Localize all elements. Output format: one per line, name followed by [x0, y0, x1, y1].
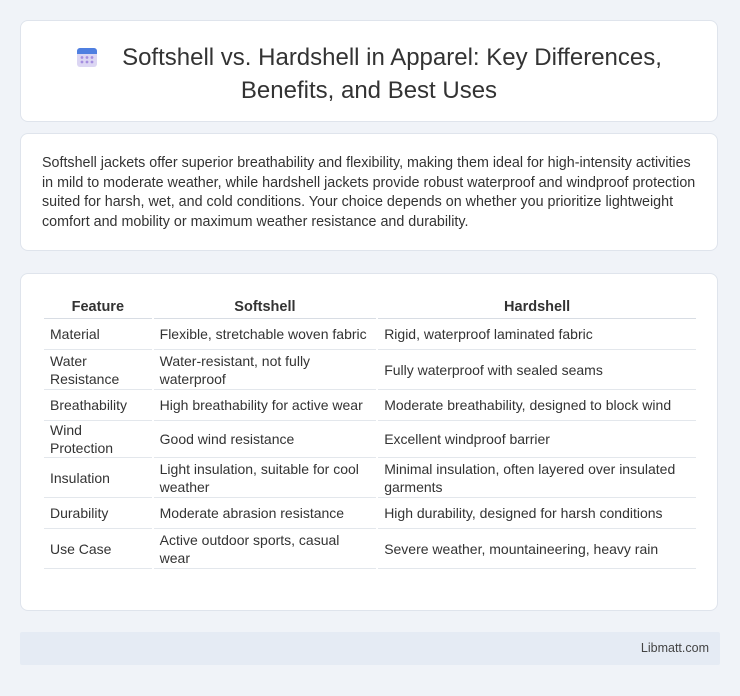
comparison-card [20, 273, 718, 611]
header-softshell: Softshell [154, 297, 377, 319]
softshell-cell: Moderate abrasion resistance [154, 498, 377, 529]
table-row [44, 390, 696, 421]
feature-cell: Breathability [44, 390, 152, 421]
footer-brand-link[interactable]: Libmatt.com [640, 641, 709, 655]
title-card [20, 20, 718, 122]
hardshell-cell: Minimal insulation, often layered over insulated garments [378, 458, 696, 498]
table-row [44, 458, 696, 498]
table-row [44, 498, 696, 529]
hardshell-cell: Rigid, waterproof laminated fabric [378, 319, 696, 350]
feature-cell: Material [44, 319, 152, 350]
comparison-table [42, 297, 698, 569]
feature-cell: Durability [44, 498, 152, 529]
footer [20, 632, 720, 665]
feature-cell: Water Resistance [44, 350, 152, 390]
hardshell-cell: Fully waterproof with sealed seams [378, 350, 696, 390]
hardshell-cell: Moderate breathability, designed to block wind [378, 390, 696, 421]
table-row [44, 529, 696, 569]
softshell-cell: Light insulation, suitable for cool weather [154, 458, 377, 498]
page-title [21, 43, 717, 106]
softshell-cell: High breathability for active wear [154, 390, 377, 421]
softshell-cell: Water-resistant, not fully waterproof [154, 350, 377, 390]
softshell-cell: Active outdoor sports, casual wear [154, 529, 377, 569]
table-row [44, 319, 696, 350]
header-hardshell: Hardshell [378, 297, 696, 319]
header-feature: Feature [44, 297, 152, 319]
table-row [44, 421, 696, 458]
intro-card [20, 133, 718, 251]
hardshell-cell: High durability, designed for harsh conditions [378, 498, 696, 529]
softshell-cell: Good wind resistance [154, 421, 377, 458]
softshell-cell: Flexible, stretchable woven fabric [154, 319, 377, 350]
table-row [44, 350, 696, 390]
intro-text: Softshell jackets offer superior breathability and flexibility, making them ideal for high-intensity activities in mild to moderate weather, while hardshell jackets provide robust waterproof and windproof protection suited for harsh, wet, and cold conditions. Your choice depends on whether you prioritize lightweight comfort and mobility or maximum weather resistance and durability. [42, 155, 696, 231]
hardshell-cell: Severe weather, mountaineering, heavy rain [378, 529, 696, 569]
title-line-1: Softshell vs. Hardshell in Apparel: Key Differences, [122, 44, 662, 71]
hardshell-cell: Excellent windproof barrier [378, 421, 696, 458]
calendar-icon [76, 46, 98, 76]
feature-cell: Wind Protection [44, 421, 152, 458]
feature-cell: Use Case [44, 529, 152, 569]
title-line-2: Benefits, and Best Uses [240, 77, 498, 104]
feature-cell: Insulation [44, 458, 152, 498]
